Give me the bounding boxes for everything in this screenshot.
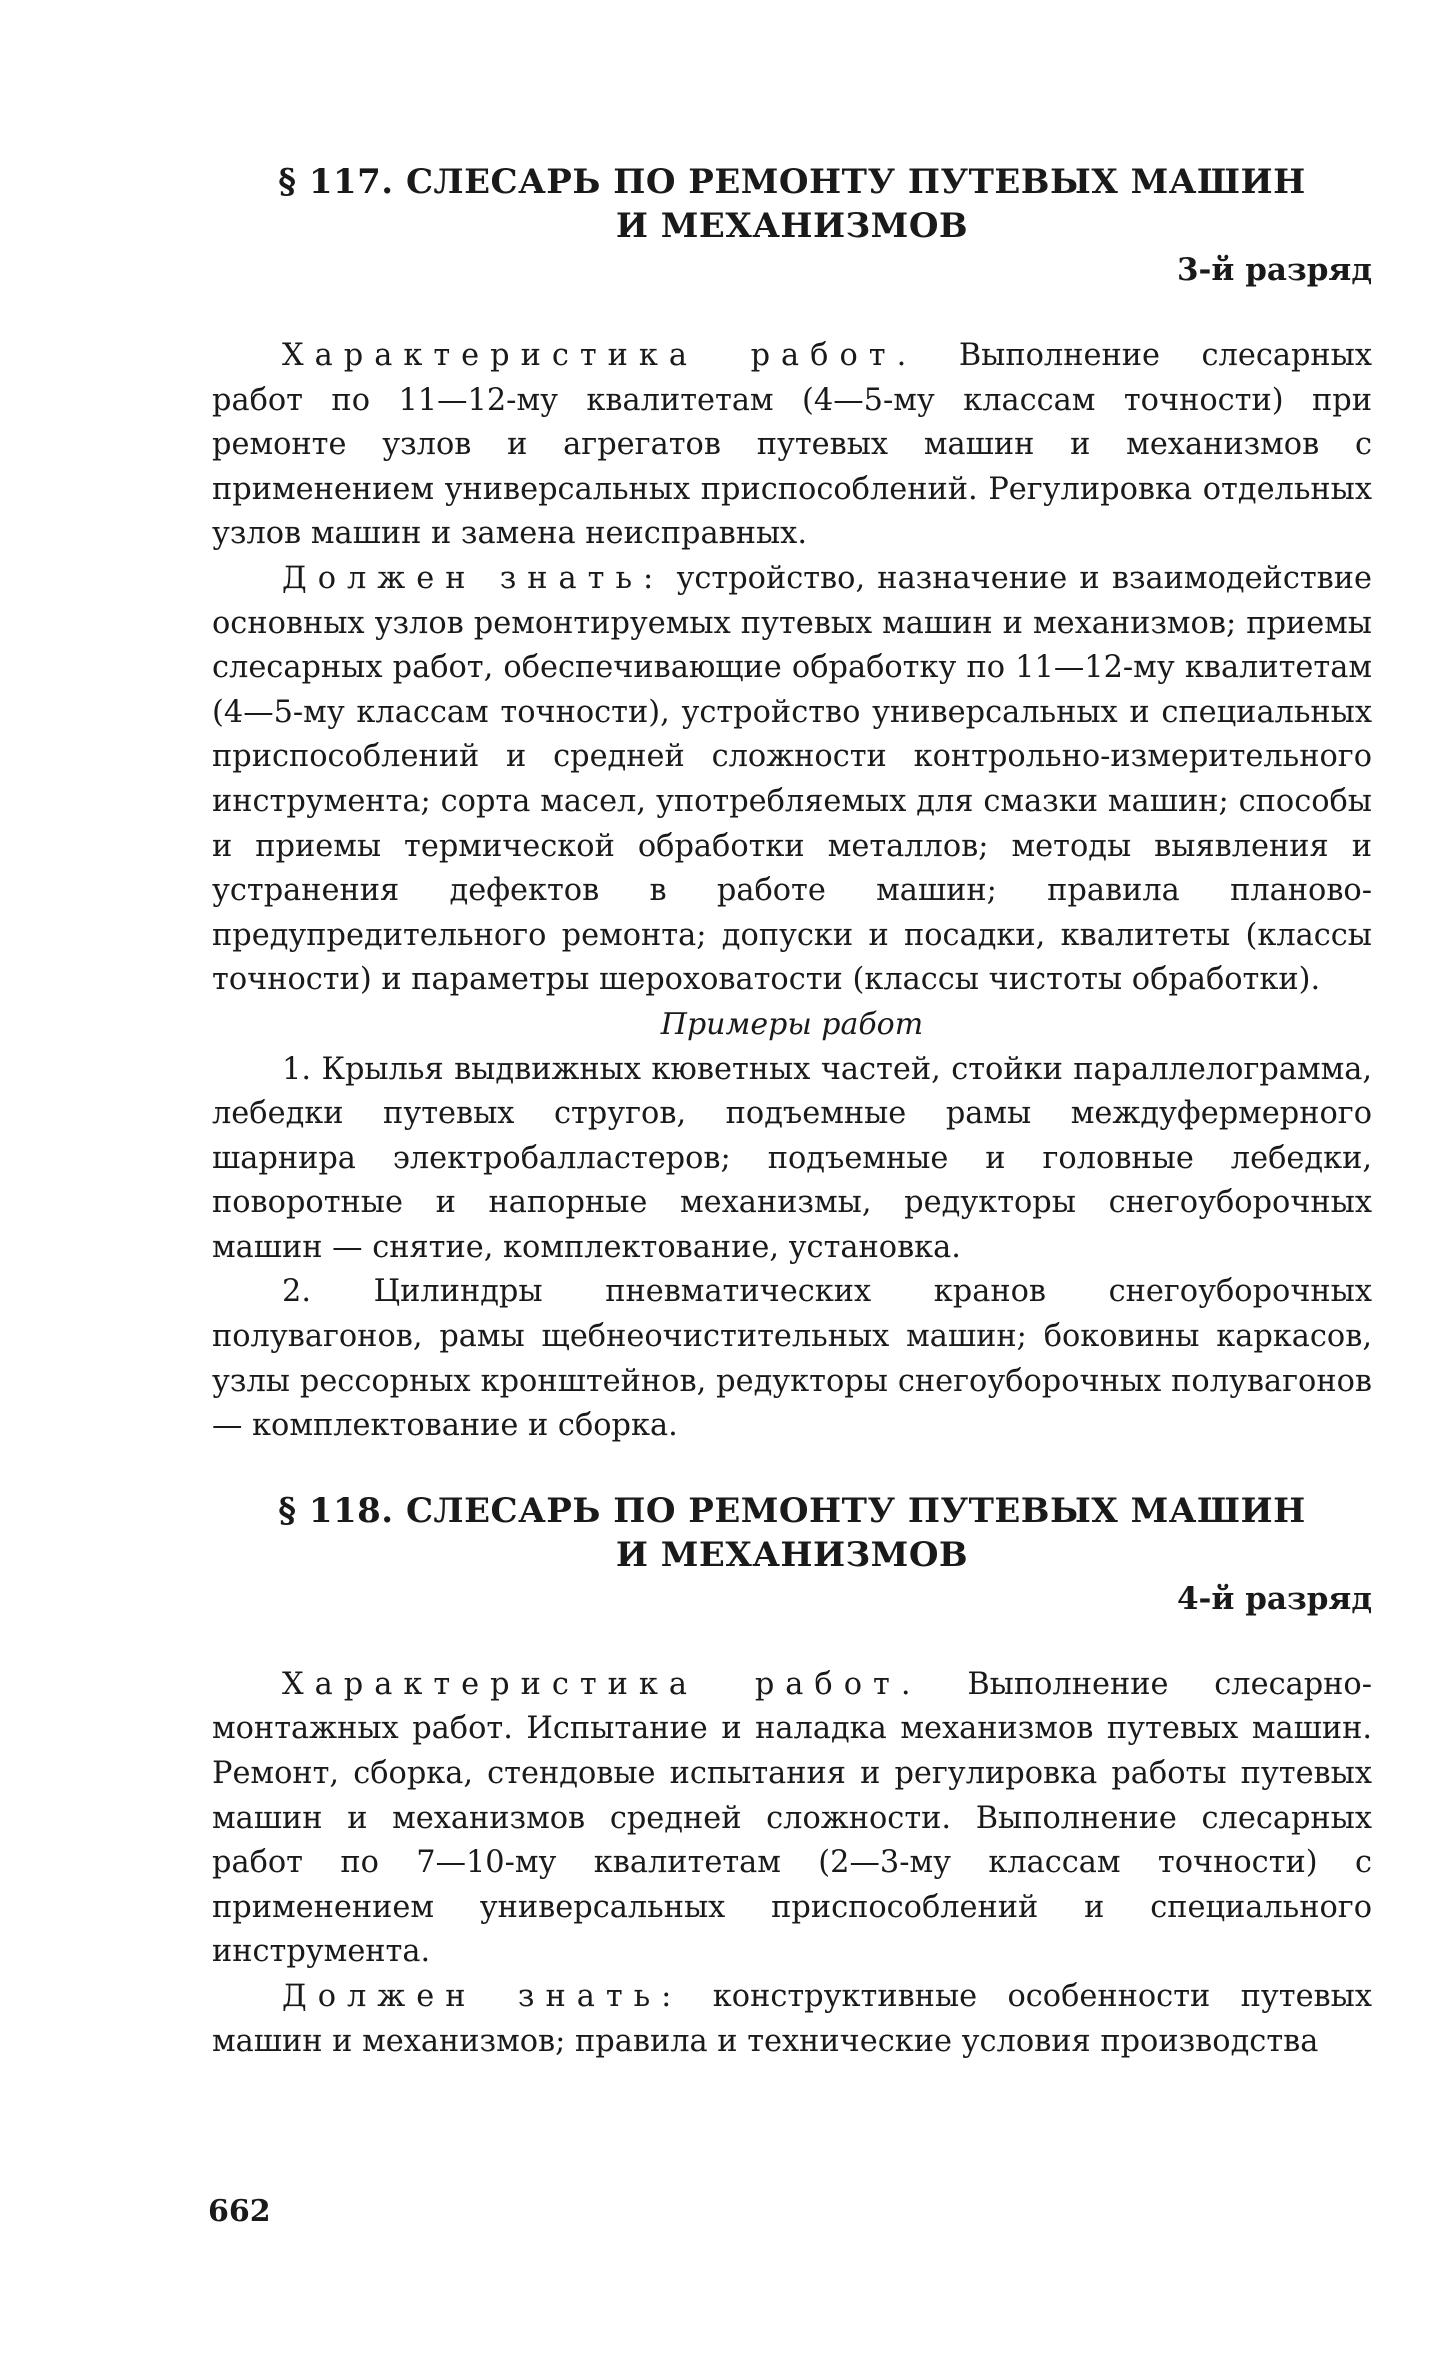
must-know-paragraph: [212, 557, 1372, 1003]
examples-heading: Примеры работ: [660, 1006, 924, 1042]
section-117: [212, 160, 1372, 1449]
section-title-line1: § 117. СЛЕСАРЬ ПО РЕМОНТУ ПУТЕВЫХ МАШИН: [278, 162, 1306, 202]
example-item: 1. Крылья выдвижных кюветных частей, стойки параллелограмма, лебедки путевых стругов, подъемные рамы междуфермерного шарнира электробалластеров; подъемные и головные лебедки, поворотные и напорные механизмы, редукторы снегоуборочных машин — снятие, комплектование, установка.: [212, 1051, 1372, 1265]
grade-label: 4-й разряд: [1176, 1580, 1372, 1617]
document-page: [212, 160, 1372, 2064]
must-know-label: Должен знать:: [282, 560, 665, 596]
work-characteristics-paragraph: [212, 334, 1372, 557]
section-title: [212, 1489, 1372, 1577]
must-know-label: Должен знать:: [282, 1979, 683, 2014]
section-title: [212, 160, 1372, 248]
section-title-line2: И МЕХАНИЗМОВ: [615, 206, 969, 246]
grade-label: 3-й разряд: [1176, 252, 1372, 288]
work-characteristics-text: Выполнение слесарных работ по 11—12-му квалитетам (4—5-му классам точности) при ремонте узлов и агрегатов путевых машин и механизмов с применением универсальных приспособлений. Регулировка отдельных узлов машин и замена неисправных.: [212, 338, 1372, 552]
work-characteristics-label: Характеристика работ.: [282, 338, 918, 373]
example-item: 2. Цилиндры пневматических кранов снегоуборочных полувагонов, рамы щебнеочистительных машин; боковины каркасов, узлы рессорных кронштейнов, редукторы снегоуборочных полувагонов — комплектование и сборка.: [212, 1274, 1372, 1444]
work-characteristics-text: Выполнение слесарно-монтажных работ. Испытание и наладка механизмов путевых машин. Ремонт, сборка, стендовые испытания и регулировка работы путевых машин и механизмов средней сложности. Выполнение слесарных работ по 7—10-му квалитетам (2—3-му классам точности) с применением универсальных приспособлений и специального инструмента.: [212, 1666, 1372, 1970]
work-characteristics-label: Характеристика работ.: [282, 1666, 922, 1702]
section-118: [212, 1489, 1372, 2064]
must-know-text: конструктивные особенности путевых машин и механизмов; правила и технические условия производства: [212, 1979, 1372, 2059]
section-title-line1: § 118. СЛЕСАРЬ ПО РЕМОНТУ ПУТЕВЫХ МАШИН: [278, 1490, 1306, 1531]
work-characteristics-paragraph: [212, 1663, 1372, 1975]
page-number: 662: [208, 2194, 271, 2229]
section-title-line2: И МЕХАНИЗМОВ: [615, 1534, 969, 1575]
must-know-text: устройство, назначение и взаимодействие основных узлов ремонтируемых путевых машин и механизмов; приемы слесарных работ, обеспечивающие обработку по 11—12-му квалитетам (4—5-му классам точности), устройство универсальных и специальных приспособлений и средней сложности контрольно-измерительного инструмента; сорта масел, употребляемых для смазки машин; способы и приемы термической обработки металлов; методы выявления и устранения дефектов в работе машин; правила планово-предупредительного ремонта; допуски и посадки, квалитеты (классы точности) и параметры шероховатости (классы чистоты обработки).: [212, 560, 1373, 998]
must-know-paragraph: [212, 1975, 1372, 2064]
